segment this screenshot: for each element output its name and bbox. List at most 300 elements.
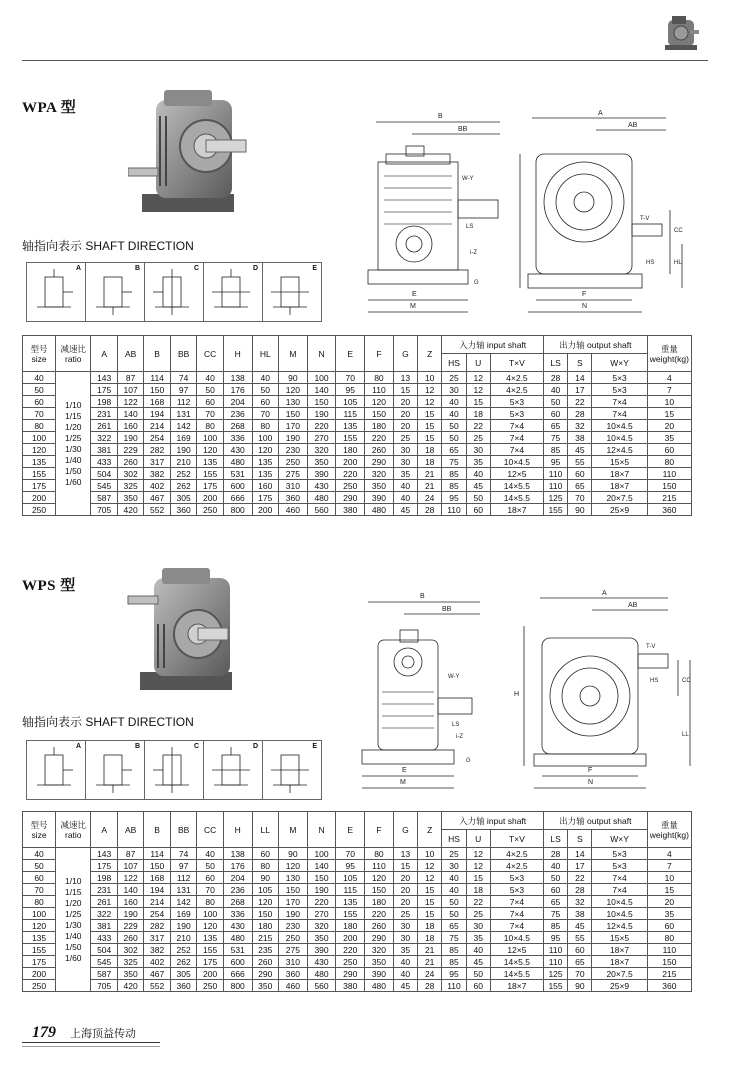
- table-cell: 50: [466, 968, 490, 980]
- table-cell: 250: [336, 480, 365, 492]
- footer-rule-secondary: [22, 1046, 160, 1047]
- table-cell: 360: [279, 492, 308, 504]
- table-cell: 110: [647, 468, 691, 480]
- table-cell: 135: [23, 456, 56, 468]
- table-cell: 140: [307, 384, 336, 396]
- table-cell: 480: [223, 456, 252, 468]
- table-cell: 220: [365, 432, 394, 444]
- table-cell: 90: [568, 980, 592, 992]
- table-cell: 40: [393, 956, 417, 968]
- table-cell: 350: [252, 980, 278, 992]
- table-cell: 7×4: [592, 408, 647, 420]
- table-cell: 155: [543, 980, 567, 992]
- table-cell: 50: [442, 432, 466, 444]
- svg-text:E: E: [412, 291, 417, 298]
- table-cell: 107: [117, 384, 143, 396]
- table-cell: 210: [170, 932, 196, 944]
- page-number: 179: [32, 1024, 56, 1041]
- table-cell: 40: [393, 492, 417, 504]
- table-cell: 40: [442, 872, 466, 884]
- table-cell: 97: [170, 384, 196, 396]
- top-rule: [22, 60, 708, 61]
- direction-e: [263, 263, 321, 321]
- table-cell: 35: [647, 908, 691, 920]
- table-cell: 10: [418, 848, 442, 860]
- table-cell: 320: [307, 920, 336, 932]
- table-cell: 25: [442, 848, 466, 860]
- table-cell: 120: [23, 920, 56, 932]
- table-cell: 480: [307, 492, 336, 504]
- table-cell: 140: [117, 408, 143, 420]
- table-cell: 138: [223, 848, 252, 860]
- column-header: M: [279, 336, 308, 372]
- table-cell: 155: [543, 504, 567, 516]
- input-shaft-subheader: U: [466, 830, 490, 848]
- ratio-cell: 1/10 1/15 1/20 1/25 1/30 1/40 1/50 1/60: [56, 372, 91, 516]
- table-cell: 60: [23, 872, 56, 884]
- table-cell: 35: [393, 468, 417, 480]
- table-cell: 24: [418, 492, 442, 504]
- table-cell: 12: [466, 384, 490, 396]
- table-cell: 40: [442, 884, 466, 896]
- table-cell: 198: [91, 872, 117, 884]
- column-header: Z: [418, 812, 442, 848]
- table-cell: 7×4: [592, 884, 647, 896]
- table-cell: 5×3: [490, 884, 543, 896]
- table-cell: 7×4: [490, 444, 543, 456]
- table-row: [23, 884, 692, 896]
- table-cell: 18×7: [592, 468, 647, 480]
- table-cell: 175: [197, 956, 223, 968]
- table-cell: 430: [223, 444, 252, 456]
- table-cell: 135: [336, 420, 365, 432]
- table-cell: 310: [279, 480, 308, 492]
- table-cell: 168: [144, 872, 170, 884]
- table-cell: 30: [466, 920, 490, 932]
- table-cell: 430: [307, 480, 336, 492]
- table-cell: 74: [170, 372, 196, 384]
- table-cell: 87: [117, 848, 143, 860]
- table-cell: 35: [466, 932, 490, 944]
- table-cell: 21: [418, 480, 442, 492]
- table-cell: 30: [442, 384, 466, 396]
- table-cell: 250: [23, 980, 56, 992]
- table-cell: 290: [365, 456, 394, 468]
- table-cell: 21: [418, 944, 442, 956]
- table-cell: 175: [197, 480, 223, 492]
- direction-code: C: [193, 265, 199, 272]
- table-cell: 114: [144, 848, 170, 860]
- table-row: [23, 492, 692, 504]
- table-cell: 12×4.5: [592, 444, 647, 456]
- table-cell: 290: [336, 968, 365, 980]
- table-cell: 214: [144, 420, 170, 432]
- table-cell: 125: [543, 968, 567, 980]
- svg-text:T-V: T-V: [640, 216, 650, 222]
- table-cell: 95: [442, 968, 466, 980]
- table-cell: 18×7: [592, 944, 647, 956]
- table-cell: 155: [23, 468, 56, 480]
- direction-code: E: [312, 265, 317, 272]
- table-cell: 504: [91, 944, 117, 956]
- table-cell: 30: [393, 444, 417, 456]
- column-header: A: [91, 812, 117, 848]
- table-cell: 262: [170, 480, 196, 492]
- table-cell: 317: [144, 456, 170, 468]
- svg-text:M: M: [410, 303, 416, 310]
- table-cell: 175: [91, 384, 117, 396]
- table-cell: 268: [223, 420, 252, 432]
- column-header: G: [393, 812, 417, 848]
- output-shaft-subheader: S: [568, 830, 592, 848]
- table-cell: 38: [568, 908, 592, 920]
- column-header: E: [336, 336, 365, 372]
- table-cell: 7×4: [490, 420, 543, 432]
- table-cell: 261: [91, 420, 117, 432]
- table-cell: 236: [223, 884, 252, 896]
- table-cell: 160: [117, 420, 143, 432]
- table-cell: 270: [307, 432, 336, 444]
- table-row: [23, 932, 692, 944]
- table-cell: 390: [307, 944, 336, 956]
- table-cell: 131: [170, 408, 196, 420]
- table-cell: 705: [91, 504, 117, 516]
- table-cell: 18×7: [490, 980, 543, 992]
- table-cell: 100: [307, 372, 336, 384]
- table-cell: 142: [170, 420, 196, 432]
- direction-b: [86, 741, 145, 799]
- table-cell: 100: [197, 432, 223, 444]
- table-cell: 40: [543, 860, 567, 872]
- table-cell: 250: [197, 504, 223, 516]
- table-cell: 231: [91, 408, 117, 420]
- table-cell: 390: [307, 468, 336, 480]
- weight-header: 重量 weight(kg): [647, 336, 691, 372]
- table-cell: 135: [336, 896, 365, 908]
- column-header: AB: [117, 336, 143, 372]
- table-cell: 100: [197, 908, 223, 920]
- table-cell: 560: [307, 980, 336, 992]
- output-shaft-subheader: LS: [543, 354, 567, 372]
- table-cell: 230: [279, 920, 308, 932]
- table-cell: 200: [197, 492, 223, 504]
- table-cell: 270: [307, 908, 336, 920]
- table-cell: 336: [223, 432, 252, 444]
- svg-text:HS: HS: [646, 260, 655, 266]
- table-cell: 4: [647, 848, 691, 860]
- table-cell: 115: [336, 408, 365, 420]
- table-cell: 7×4: [490, 908, 543, 920]
- table-cell: 252: [170, 944, 196, 956]
- table-cell: 87: [117, 372, 143, 384]
- table-cell: 7×4: [592, 396, 647, 408]
- table-cell: 80: [197, 420, 223, 432]
- ratio-cell: 1/10 1/15 1/20 1/25 1/30 1/40 1/50 1/60: [56, 848, 91, 992]
- column-header: M: [279, 812, 308, 848]
- table-cell: 143: [91, 372, 117, 384]
- table-cell: 40: [197, 848, 223, 860]
- table-cell: 220: [365, 908, 394, 920]
- svg-text:LL: LL: [682, 732, 689, 738]
- table-cell: 5×3: [592, 860, 647, 872]
- table-cell: 120: [23, 444, 56, 456]
- table-cell: 200: [23, 492, 56, 504]
- table-cell: 190: [279, 432, 308, 444]
- table-cell: 110: [543, 944, 567, 956]
- table-cell: 433: [91, 932, 117, 944]
- table-cell: 95: [543, 932, 567, 944]
- table-cell: 250: [23, 504, 56, 516]
- table-row: [23, 908, 692, 920]
- table-cell: 600: [223, 956, 252, 968]
- table-cell: 250: [279, 456, 308, 468]
- table-cell: 25×9: [592, 980, 647, 992]
- table-cell: 28: [543, 848, 567, 860]
- ratio-header: 减速比 ratio: [56, 812, 91, 848]
- table-cell: 360: [647, 980, 691, 992]
- table-cell: 430: [307, 956, 336, 968]
- table-cell: 350: [365, 956, 394, 968]
- output-shaft-subheader: LS: [543, 830, 567, 848]
- table-cell: 260: [365, 920, 394, 932]
- output-shaft-header: 出力轴 output shaft: [543, 336, 647, 354]
- table-cell: 260: [252, 956, 278, 968]
- table-cell: 170: [279, 896, 308, 908]
- table-cell: 60: [543, 884, 567, 896]
- table-cell: 220: [307, 896, 336, 908]
- table-cell: 350: [307, 456, 336, 468]
- table-cell: 160: [117, 896, 143, 908]
- table-cell: 198: [91, 396, 117, 408]
- table-cell: 25: [442, 372, 466, 384]
- table-cell: 15: [466, 396, 490, 408]
- output-shaft-subheader: W×Y: [592, 830, 647, 848]
- table-cell: 85: [442, 468, 466, 480]
- table-cell: 150: [365, 884, 394, 896]
- shaft-direction-label-wps: [22, 713, 194, 730]
- column-header: CC: [197, 336, 223, 372]
- table-cell: 60: [647, 920, 691, 932]
- table-cell: 50: [197, 860, 223, 872]
- table-cell: 7×4: [490, 432, 543, 444]
- table-cell: 30: [442, 860, 466, 872]
- table-cell: 170: [279, 420, 308, 432]
- table-cell: 18: [418, 456, 442, 468]
- svg-text:B: B: [438, 113, 443, 120]
- shaft-direction-label-wpa: [22, 237, 194, 254]
- table-cell: 382: [144, 944, 170, 956]
- svg-text:BB: BB: [458, 126, 468, 133]
- table-cell: 75: [442, 932, 466, 944]
- table-cell: 290: [336, 492, 365, 504]
- table-cell: 15: [647, 408, 691, 420]
- table-cell: 10×4.5: [490, 456, 543, 468]
- table-row: [23, 372, 692, 384]
- column-header: BB: [170, 336, 196, 372]
- table-cell: 120: [279, 384, 308, 396]
- table-cell: 20: [393, 872, 417, 884]
- table-cell: 74: [170, 848, 196, 860]
- table-cell: 4×2.5: [490, 384, 543, 396]
- table-row: [23, 432, 692, 444]
- table-cell: 95: [543, 456, 567, 468]
- table-cell: 155: [336, 432, 365, 444]
- table-cell: 120: [252, 444, 278, 456]
- table-cell: 800: [223, 504, 252, 516]
- table-cell: 204: [223, 396, 252, 408]
- input-shaft-subheader: HS: [442, 354, 466, 372]
- table-cell: 110: [543, 468, 567, 480]
- table-cell: 60: [197, 396, 223, 408]
- table-row: [23, 980, 692, 992]
- direction-code: A: [75, 743, 81, 750]
- table-cell: 20: [393, 420, 417, 432]
- table-cell: 235: [252, 944, 278, 956]
- table-cell: 32: [568, 896, 592, 908]
- column-header: Z: [418, 336, 442, 372]
- table-cell: 15×5: [592, 456, 647, 468]
- table-row: [23, 444, 692, 456]
- table-cell: 80: [252, 420, 278, 432]
- table-cell: 350: [365, 480, 394, 492]
- table-cell: 130: [279, 396, 308, 408]
- table-cell: 350: [117, 492, 143, 504]
- table-cell: 75: [442, 456, 466, 468]
- svg-text:BB: BB: [442, 606, 452, 613]
- column-header: H: [223, 812, 252, 848]
- table-cell: 75: [543, 908, 567, 920]
- table-cell: 254: [144, 908, 170, 920]
- table-cell: 80: [23, 420, 56, 432]
- size-header: 型号 size: [23, 336, 56, 372]
- table-cell: 325: [117, 480, 143, 492]
- svg-text:LS: LS: [466, 224, 474, 230]
- table-cell: 45: [466, 956, 490, 968]
- table-cell: 180: [336, 920, 365, 932]
- table-cell: 390: [365, 492, 394, 504]
- table-cell: 95: [442, 492, 466, 504]
- table-cell: 250: [197, 980, 223, 992]
- table-cell: 430: [223, 920, 252, 932]
- table-cell: 4×2.5: [490, 860, 543, 872]
- table-cell: 135: [197, 932, 223, 944]
- svg-text:LS: LS: [452, 722, 460, 728]
- table-cell: 112: [170, 396, 196, 408]
- table-cell: 15×5: [592, 932, 647, 944]
- table-cell: 531: [223, 468, 252, 480]
- svg-text:F: F: [588, 767, 593, 774]
- table-cell: 22: [466, 896, 490, 908]
- table-cell: 180: [365, 420, 394, 432]
- table-cell: 35: [393, 944, 417, 956]
- svg-text:i-Z: i-Z: [470, 250, 477, 256]
- table-cell: 10×4.5: [592, 420, 647, 432]
- table-cell: 20×7.5: [592, 968, 647, 980]
- weight-header: 重量 weight(kg): [647, 812, 691, 848]
- table-cell: 360: [647, 504, 691, 516]
- table-cell: 25: [466, 432, 490, 444]
- table-cell: 115: [336, 884, 365, 896]
- table-cell: 587: [91, 968, 117, 980]
- table-cell: 20: [393, 408, 417, 420]
- table-cell: 150: [144, 860, 170, 872]
- table-cell: 210: [170, 456, 196, 468]
- table-row: [23, 408, 692, 420]
- table-cell: 150: [279, 408, 308, 420]
- table-row: [23, 968, 692, 980]
- table-cell: 135: [197, 456, 223, 468]
- table-cell: 22: [466, 420, 490, 432]
- table-cell: 150: [252, 908, 278, 920]
- table-cell: 155: [197, 944, 223, 956]
- table-cell: 142: [170, 896, 196, 908]
- table-cell: 18: [466, 408, 490, 420]
- column-header: HL: [252, 336, 278, 372]
- direction-c: [145, 263, 204, 321]
- table-cell: 25: [393, 432, 417, 444]
- input-shaft-header: 入力轴 input shaft: [442, 336, 544, 354]
- table-cell: 282: [144, 920, 170, 932]
- table-cell: 28: [418, 980, 442, 992]
- table-cell: 275: [279, 944, 308, 956]
- table-cell: 150: [307, 396, 336, 408]
- table-cell: 45: [568, 444, 592, 456]
- table-cell: 105: [336, 396, 365, 408]
- table-cell: 97: [170, 860, 196, 872]
- table-cell: 38: [568, 432, 592, 444]
- table-row: [23, 848, 692, 860]
- table-cell: 214: [144, 896, 170, 908]
- table-cell: 131: [170, 884, 196, 896]
- table-cell: 460: [279, 980, 308, 992]
- table-cell: 382: [144, 468, 170, 480]
- table-cell: 112: [170, 872, 196, 884]
- table-cell: 120: [365, 872, 394, 884]
- svg-text:CC: CC: [682, 678, 691, 684]
- table-cell: 20: [647, 896, 691, 908]
- table-cell: 204: [223, 872, 252, 884]
- table-cell: 215: [252, 932, 278, 944]
- table-cell: 40: [442, 408, 466, 420]
- table-cell: 360: [170, 504, 196, 516]
- column-header: H: [223, 336, 252, 372]
- column-header: N: [307, 812, 336, 848]
- table-cell: 120: [365, 396, 394, 408]
- table-cell: 40: [23, 848, 56, 860]
- table-cell: 7: [647, 384, 691, 396]
- table-cell: 35: [647, 432, 691, 444]
- direction-code: D: [252, 265, 258, 272]
- table-cell: 65: [568, 480, 592, 492]
- table-cell: 15: [418, 432, 442, 444]
- table-cell: 381: [91, 444, 117, 456]
- table-cell: 10×4.5: [490, 932, 543, 944]
- shaft-direction-diagrams-wps: [26, 740, 322, 800]
- table-cell: 5×3: [490, 408, 543, 420]
- column-header: A: [91, 336, 117, 372]
- table-cell: 17: [568, 384, 592, 396]
- table-cell: 305: [170, 492, 196, 504]
- table-cell: 175: [91, 860, 117, 872]
- svg-text:G: G: [474, 280, 479, 286]
- table-cell: 215: [647, 492, 691, 504]
- table-cell: 24: [418, 968, 442, 980]
- table-cell: 13: [393, 372, 417, 384]
- table-cell: 40: [466, 944, 490, 956]
- table-cell: 22: [568, 872, 592, 884]
- table-cell: 380: [336, 980, 365, 992]
- table-cell: 180: [365, 896, 394, 908]
